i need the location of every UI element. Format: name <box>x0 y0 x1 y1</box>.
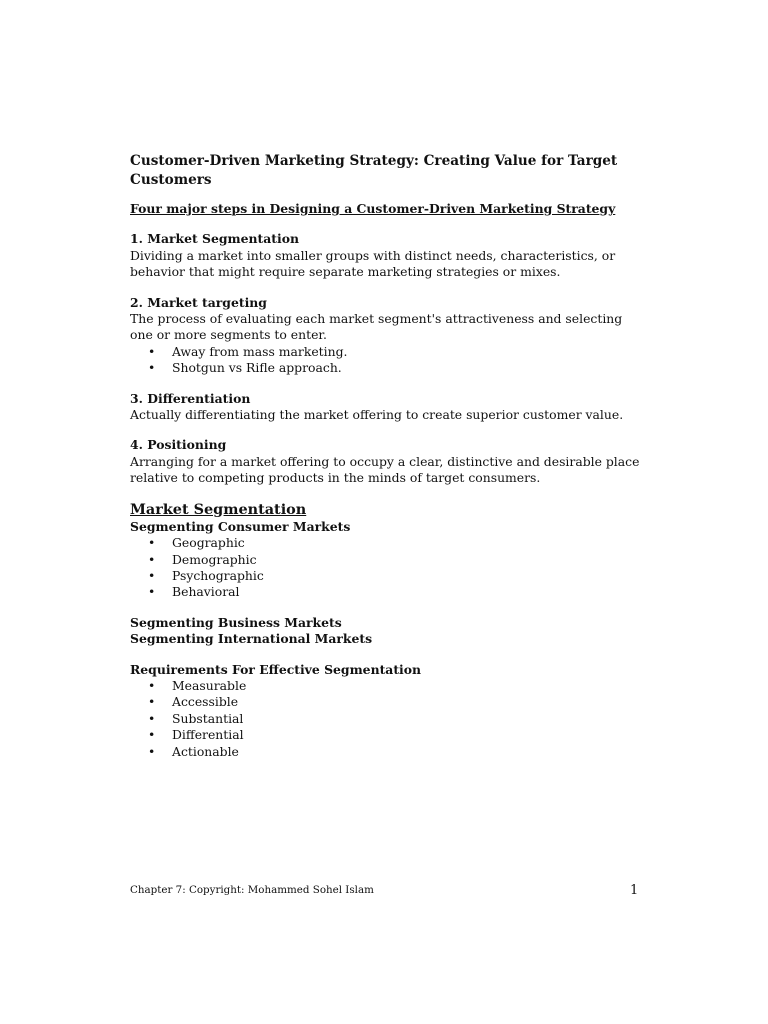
list-item-text: Shotgun vs Rifle approach. <box>172 360 342 376</box>
consumer-markets-heading: Segmenting Consumer Markets <box>130 518 351 534</box>
step-heading: 2. Market targeting <box>130 294 267 310</box>
consumer-markets-list <box>130 535 645 601</box>
steps-heading: Four major steps in Designing a Customer-Driven Marketing Strategy <box>130 201 616 216</box>
step-section-2 <box>130 295 645 377</box>
list-item <box>130 727 645 743</box>
market-segmentation-heading: Market Segmentation <box>130 500 307 518</box>
list-item <box>130 568 645 584</box>
step-text: Dividing a market into smaller groups with distinct needs, characteristics, or behavior that might require separate marketing strategies or mixes. <box>130 247 616 280</box>
list-item-text: Behavioral <box>172 584 240 600</box>
list-item-text: Substantial <box>172 710 244 726</box>
list-item <box>130 678 645 694</box>
requirements-list <box>130 678 645 760</box>
list-item-text: Away from mass marketing. <box>172 343 348 359</box>
step-heading: 1. Market Segmentation <box>130 231 299 247</box>
international-markets-heading: Segmenting International Markets <box>130 631 373 647</box>
step-bullet-list <box>130 344 645 377</box>
bullet-icon: • <box>148 343 156 359</box>
bullet-icon: • <box>148 360 156 376</box>
footer-copyright: Chapter 7: Copyright: Mohammed Sohel Islam <box>130 884 374 896</box>
bullet-icon: • <box>148 584 156 600</box>
step-section-1 <box>130 231 645 280</box>
bullet-icon: • <box>148 710 156 726</box>
step-heading: 4. Positioning <box>130 437 227 453</box>
spacer <box>130 648 645 662</box>
list-item-text: Measurable <box>172 677 247 693</box>
bullet-icon: • <box>148 677 156 693</box>
bullet-icon: • <box>148 535 156 551</box>
list-item <box>130 535 645 551</box>
list-item <box>130 694 645 710</box>
list-item <box>130 552 645 568</box>
step-text: The process of evaluating each market segment's attractiveness and selecting one or more segments to enter. <box>130 311 623 343</box>
list-item <box>130 344 645 360</box>
bullet-icon: • <box>148 727 156 743</box>
bullet-icon: • <box>148 567 156 583</box>
step-text: Arranging for a market offering to occupy a clear, distinctive and desirable place relative to competing products in the minds of target consumers. <box>130 453 640 486</box>
list-item-text: Actionable <box>172 743 239 759</box>
list-item-text: Accessible <box>172 694 239 710</box>
bullet-icon: • <box>148 694 156 710</box>
page-content <box>130 152 645 760</box>
step-section-4 <box>130 437 645 486</box>
list-item-text: Geographic <box>172 535 245 551</box>
list-item <box>130 360 645 376</box>
business-markets-heading: Segmenting Business Markets <box>130 614 342 630</box>
list-item-text: Differential <box>172 727 244 743</box>
step-heading: 3. Differentiation <box>130 390 251 406</box>
bullet-icon: • <box>148 743 156 759</box>
step-section-3 <box>130 391 645 424</box>
bullet-icon: • <box>148 551 156 567</box>
spacer <box>130 601 645 615</box>
list-item <box>130 711 645 727</box>
list-item-text: Demographic <box>172 551 257 567</box>
step-text: Actually differentiating the market offering to create superior customer value. <box>130 407 624 423</box>
market-segmentation-section <box>130 501 645 760</box>
list-item-text: Psychographic <box>172 567 264 583</box>
list-item <box>130 584 645 600</box>
page-number: 1 <box>630 883 639 898</box>
requirements-heading: Requirements For Effective Segmentation <box>130 661 422 677</box>
list-item <box>130 744 645 760</box>
document-title: Customer-Driven Marketing Strategy: Creating Value for Target Customers <box>130 153 618 188</box>
